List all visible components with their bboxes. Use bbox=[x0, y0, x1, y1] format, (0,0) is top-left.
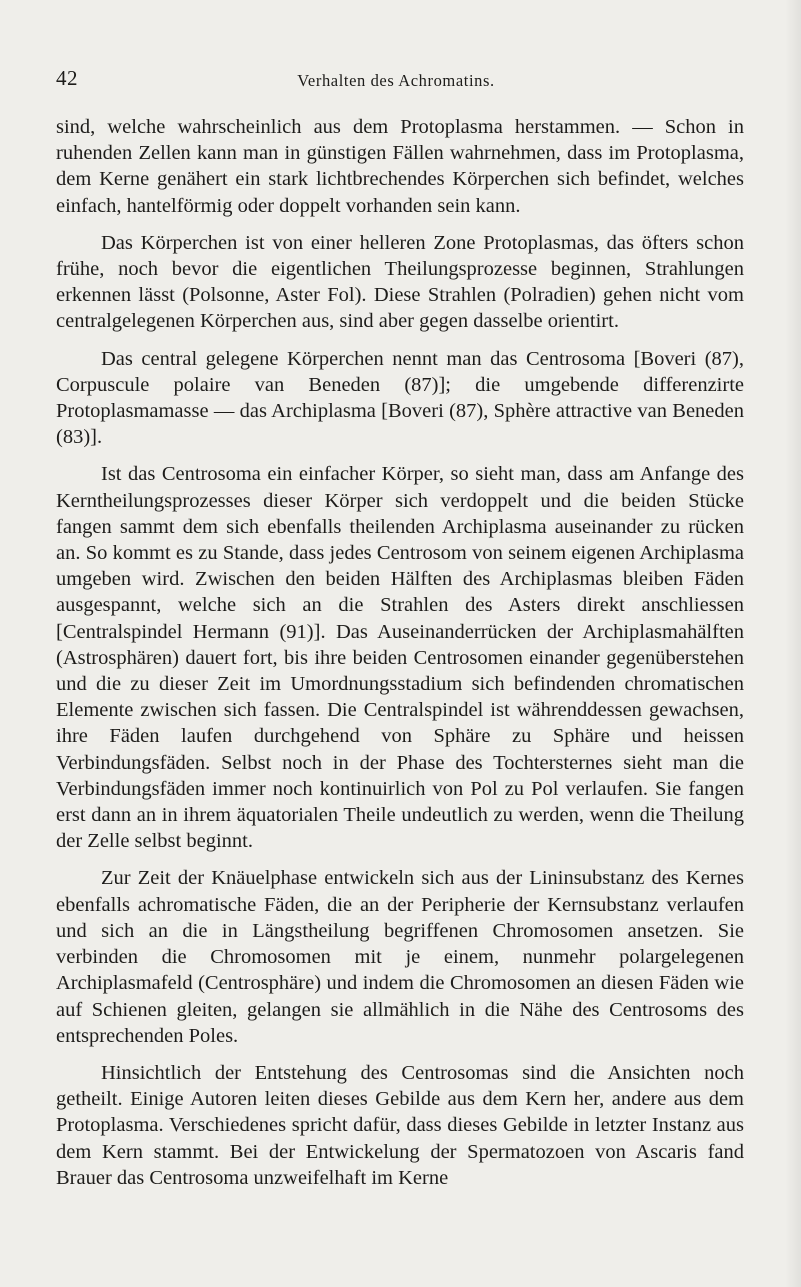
body-text bbox=[56, 114, 744, 1202]
paragraph: Ist das Centrosoma ein einfacher Körper, so sieht man, dass am Anfange des Kerntheilungsprozesses dieser Körper sich verdoppelt und die beiden Stücke fangen sammt dem sich ebenfalls theilenden Archiplasma auseinander zu rücken an. So kommt es zu Stande, dass jedes Centrosom von seinem eigenen Archiplasma umgeben wird. Zwischen den beiden Hälften des Archiplasmas bleiben Fäden ausgespannt, welche sich an die Strahlen des Asters direkt anschliessen [Centralspindel Hermann (91)]. Das Auseinanderrücken der Archiplasmahälften (Astrosphären) dauert fort, bis ihre beiden Centrosomen einander gegenüberstehen und die zu dieser Zeit im Umordnungsstadium sich befindenden chromatischen Elemente zwischen sich fassen. Die Centralspindel ist währenddessen gewachsen, ihre Fäden laufen durchgehend von Sphäre zu Sphäre und heissen Verbindungsfäden. Selbst noch in der Phase des Tochtersternes sieht man die Verbindungsfäden immer noch kontinuirlich von Pol zu Pol verlaufen. Sie fangen erst dann an in ihrem äquatorialen Theile undeutlich zu werden, wenn die Theilung der Zelle selbst beginnt. bbox=[56, 463, 744, 853]
paragraph: Das Körperchen ist von einer helleren Zone Protoplasmas, das öfters schon frühe, noch bevor die eigentlichen Theilungsprozesse beginnen, Strahlungen erkennen lässt (Polsonne, Aster Fol). Diese Strahlen (Polradien) gehen nicht vom centralgelegenen Körperchen aus, sind aber gegen dasselbe orientirt. bbox=[56, 231, 744, 333]
running-head bbox=[56, 66, 736, 96]
paragraph: Zur Zeit der Knäuelphase entwickeln sich aus der Lininsubstanz des Kernes ebenfalls achromatische Fäden, die an der Peripherie der Kernsubstanz verlaufen und sich an die in Längstheilung begriffenen Chromosomen ansetzen. Sie verbinden die Chromosomen mit je einem, nunmehr polargelegenen Archiplasmafeld (Centrosphäre) und indem die Chromosomen an diesen Fäden wie auf Schienen gleiten, gelangen sie allmählich in die Nähe des Centrosoms des entsprechenden Poles. bbox=[56, 867, 744, 1047]
page-number: 42 bbox=[56, 66, 78, 90]
paragraph: sind, welche wahrscheinlich aus dem Protoplasma herstammen. — Schon in ruhenden Zellen kann man in günstigen Fällen wahrnehmen, dass im Protoplasma, dem Kerne genähert ein stark lichtbrechendes Körperchen sich befindet, welches einfach, hantelförmig oder doppelt vorhanden sein kann. bbox=[56, 116, 744, 217]
paragraph: Hinsichtlich der Entstehung des Centrosomas sind die Ansichten noch getheilt. Einige Autoren leiten dieses Gebilde aus dem Kern her, andere aus dem Protoplasma. Verschiedenes spricht dafür, dass dieses Gebilde in letzter Instanz aus dem Kern stammt. Bei der Entwickelung der Spermatozoen von Ascaris fand Brauer das Centrosoma unzweifelhaft im Kerne bbox=[56, 1061, 744, 1189]
page-edge-shadow bbox=[785, 0, 801, 1287]
running-head-title: Verhalten des Achromatins. bbox=[297, 71, 495, 90]
paragraph: Das central gelegene Körperchen nennt man das Centrosoma [Boveri (87), Corpuscule polaire van Beneden (87)]; die umgebende differenzirte Protoplasmamasse — das Archiplasma [Boveri (87), Sphère attractive van Beneden (83)]. bbox=[56, 347, 744, 449]
